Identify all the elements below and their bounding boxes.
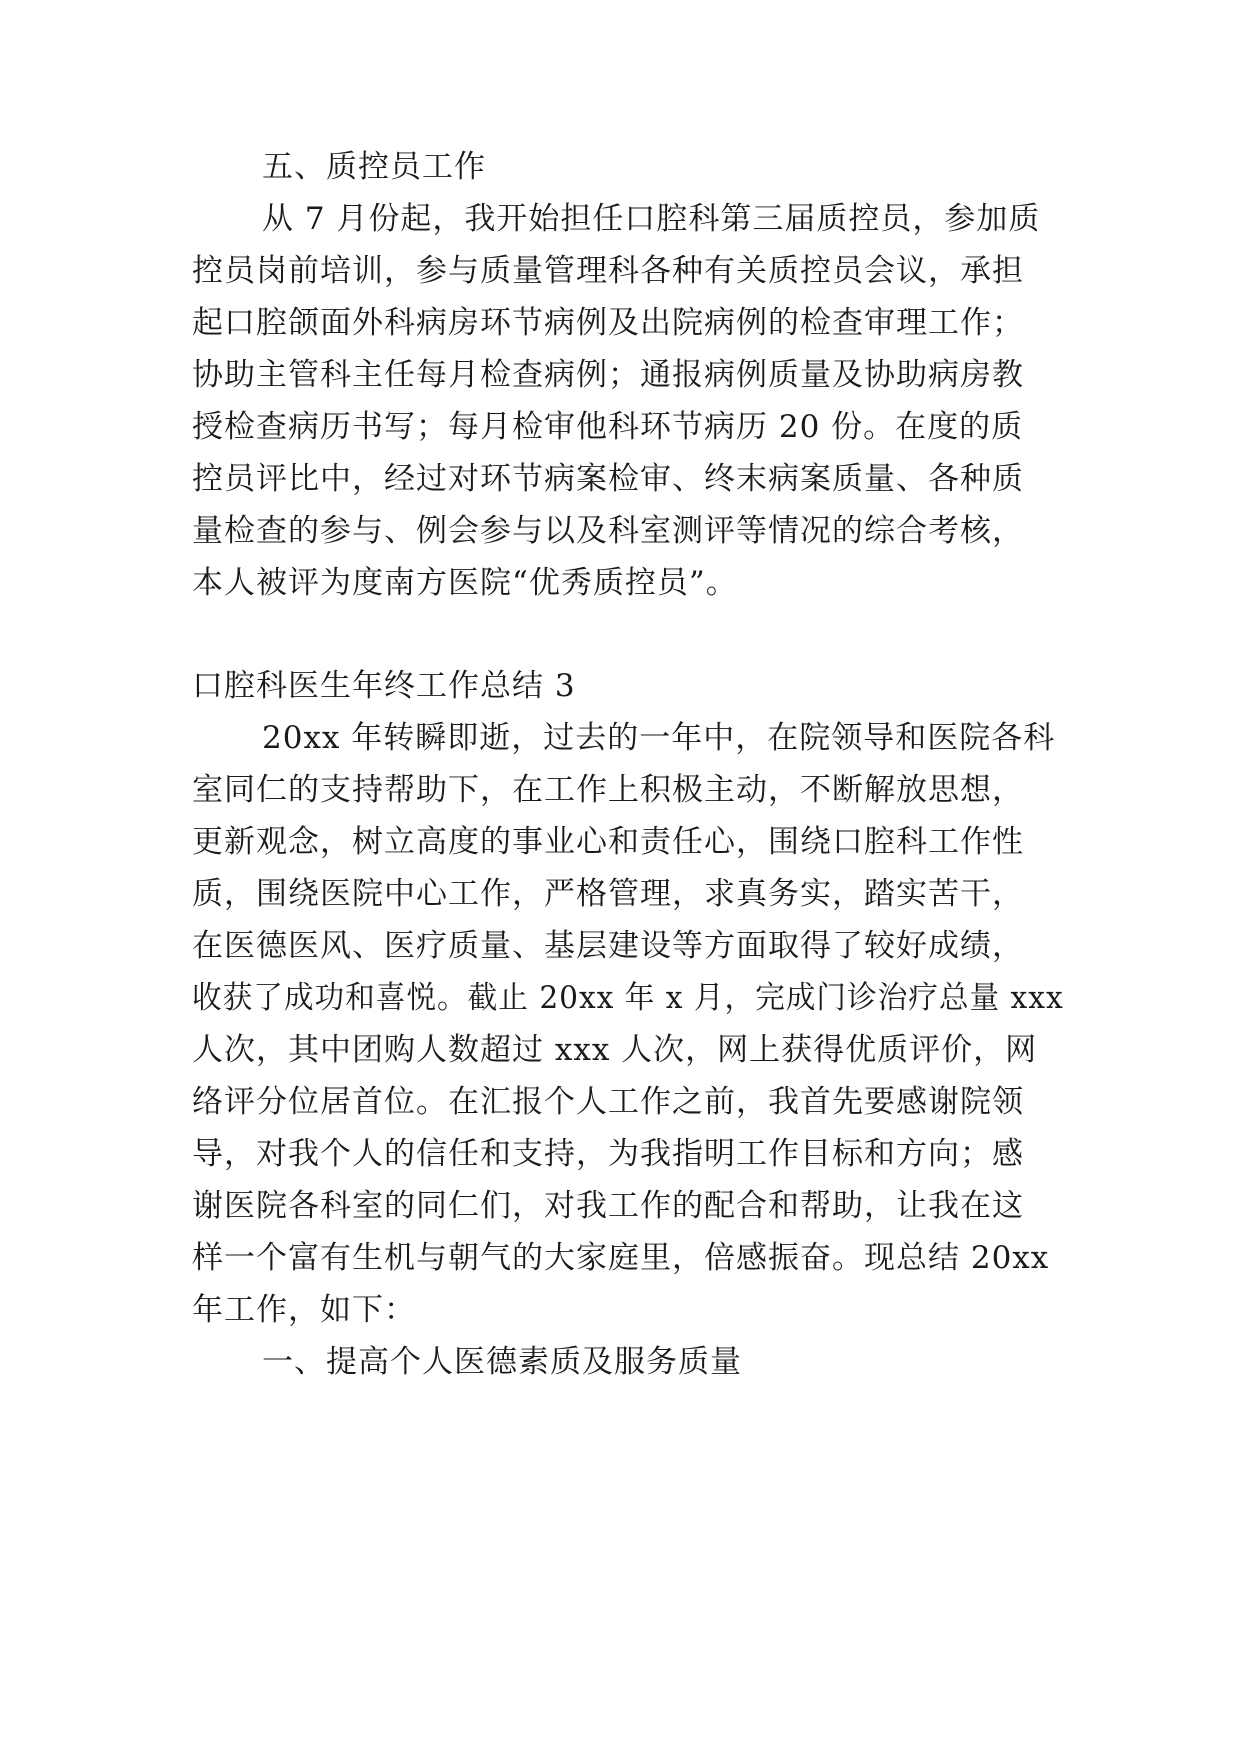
paragraph-line: 本人被评为度南方医院“优秀质控员”。 bbox=[192, 565, 738, 601]
paragraph-line: 导，对我个人的信任和支持，为我指明工作目标和方向；感 bbox=[192, 1136, 1024, 1172]
paragraph-line: 样一个富有生机与朝气的大家庭里，倍感振奋。现总结 20xx bbox=[192, 1240, 1050, 1276]
paragraph-line: 控员岗前培训，参与质量管理科各种有关质控员会议，承担 bbox=[192, 253, 1024, 289]
paragraph-line: 质，围绕医院中心工作，严格管理，求真务实，踏实苦干， bbox=[192, 876, 1024, 912]
paragraph-line: 络评分位居首位。在汇报个人工作之前，我首先要感谢院领 bbox=[192, 1084, 1024, 1120]
paragraph-line: 控员评比中，经过对环节病案检审、终末病案质量、各种质 bbox=[192, 461, 1024, 497]
paragraph-line: 更新观念，树立高度的事业心和责任心，围绕口腔科工作性 bbox=[192, 824, 1024, 860]
paragraph-line: 从 7 月份起，我开始担任口腔科第三届质控员，参加质 bbox=[262, 201, 1041, 237]
section-heading-medical-ethics: 一、提高个人医德素质及服务质量 bbox=[262, 1344, 742, 1380]
paragraph-line: 在医德医风、医疗质量、基层建设等方面取得了较好成绩， bbox=[192, 928, 1024, 964]
paragraph-line: 授检查病历书写；每月检审他科环节病历 20 份。在度的质 bbox=[192, 409, 1024, 445]
paragraph-line: 收获了成功和喜悦。截止 20xx 年 x 月，完成门诊治疗总量 xxx bbox=[192, 980, 1064, 1016]
paragraph-line: 起口腔颌面外科病房环节病例及出院病例的检查审理工作； bbox=[192, 305, 1024, 341]
paragraph-line: 室同仁的支持帮助下，在工作上积极主动，不断解放思想， bbox=[192, 772, 1024, 808]
paragraph-line: 20xx 年转瞬即逝，过去的一年中，在院领导和医院各科 bbox=[262, 720, 1056, 756]
paragraph-line: 协助主管科主任每月检查病例；通报病例质量及协助病房教 bbox=[192, 357, 1024, 393]
paragraph-line: 量检查的参与、例会参与以及科室测评等情况的综合考核， bbox=[192, 513, 1024, 549]
paragraph-line: 人次，其中团购人数超过 xxx 人次，网上获得优质评价，网 bbox=[192, 1032, 1038, 1068]
document-title: 口腔科医生年终工作总结 3 bbox=[192, 668, 576, 704]
paragraph-line: 谢医院各科室的同仁们，对我工作的配合和帮助，让我在这 bbox=[192, 1188, 1024, 1224]
paragraph-line: 年工作，如下： bbox=[192, 1292, 416, 1328]
section-heading-quality-controller: 五、质控员工作 bbox=[262, 149, 486, 185]
